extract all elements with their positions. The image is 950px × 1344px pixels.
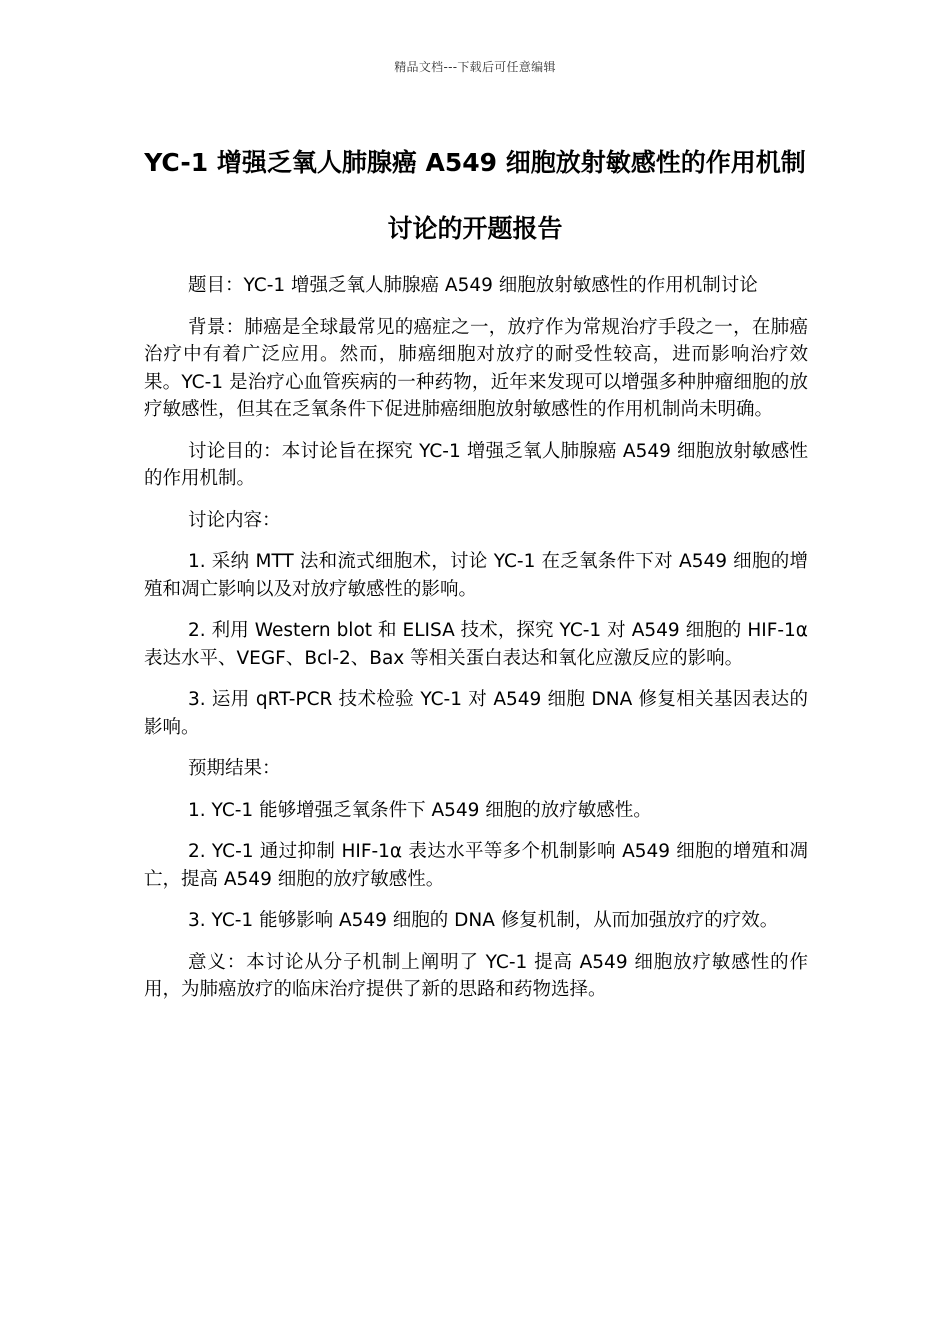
header-note: 精品文档---下载后可任意编辑: [394, 60, 556, 74]
paragraph-content-item-2: 2. 利用 Western blot 和 ELISA 技术，探究 YC-1 对 A549 细胞的 HIF-1α 表达水平、VEGF、Bcl-2、Bax 等相关蛋白表达和氧化应激反应的影响。: [144, 620, 808, 669]
document-body: [144, 272, 808, 1018]
paragraph-content-heading: 讨论内容：: [188, 509, 281, 531]
paragraph-objective: 讨论目的：本讨论旨在探究 YC-1 增强乏氧人肺腺癌 A549 细胞放射敏感性的作用机制。: [144, 440, 808, 489]
paragraph-result-item-3: 3. YC-1 能够影响 A549 细胞的 DNA 修复机制，从而加强放疗的疗效。: [188, 910, 779, 931]
paragraph-results-heading: 预期结果：: [188, 758, 281, 779]
paragraph-result-item-1: 1. YC-1 能够增强乏氧条件下 A549 细胞的放疗敏感性。: [188, 799, 652, 821]
paragraph-topic: 题目：YC-1 增强乏氧人肺腺癌 A549 细胞放射敏感性的作用机制讨论: [188, 275, 758, 296]
paragraph-content-item-3: 3. 运用 qRT-PCR 技术检验 YC-1 对 A549 细胞 DNA 修复相关基因表达的影响。: [144, 689, 808, 738]
paragraph-background: 背景：肺癌是全球最常见的癌症之一，放疗作为常规治疗手段之一，在肺癌治疗中有着广泛应用。然而，肺癌细胞对放疗的耐受性较高，进而影响治疗效果。YC-1 是治疗心血管疾病的一种药物，近年来发现可以增强多种肿瘤细胞的放疗敏感性，但其在乏氧条件下促进肺癌细胞放射敏感性的作用机制尚未明确。: [144, 316, 808, 420]
document-title: YC-1 增强乏氧人肺腺癌 A549 细胞放射敏感性的作用机制讨论的开题报告: [144, 148, 806, 243]
paragraph-significance: 意义：本讨论从分子机制上阐明了 YC-1 提高 A549 细胞放疗敏感性的作用，为肺癌放疗的临床治疗提供了新的思路和药物选择。: [144, 951, 808, 1000]
paragraph-content-item-1: 1. 采纳 MTT 法和流式细胞术，讨论 YC-1 在乏氧条件下对 A549 细胞的增殖和凋亡影响以及对放疗敏感性的影响。: [144, 551, 808, 600]
paragraph-result-item-2: 2. YC-1 通过抑制 HIF-1α 表达水平等多个机制影响 A549 细胞的增殖和凋亡，提高 A549 细胞的放疗敏感性。: [144, 841, 808, 890]
